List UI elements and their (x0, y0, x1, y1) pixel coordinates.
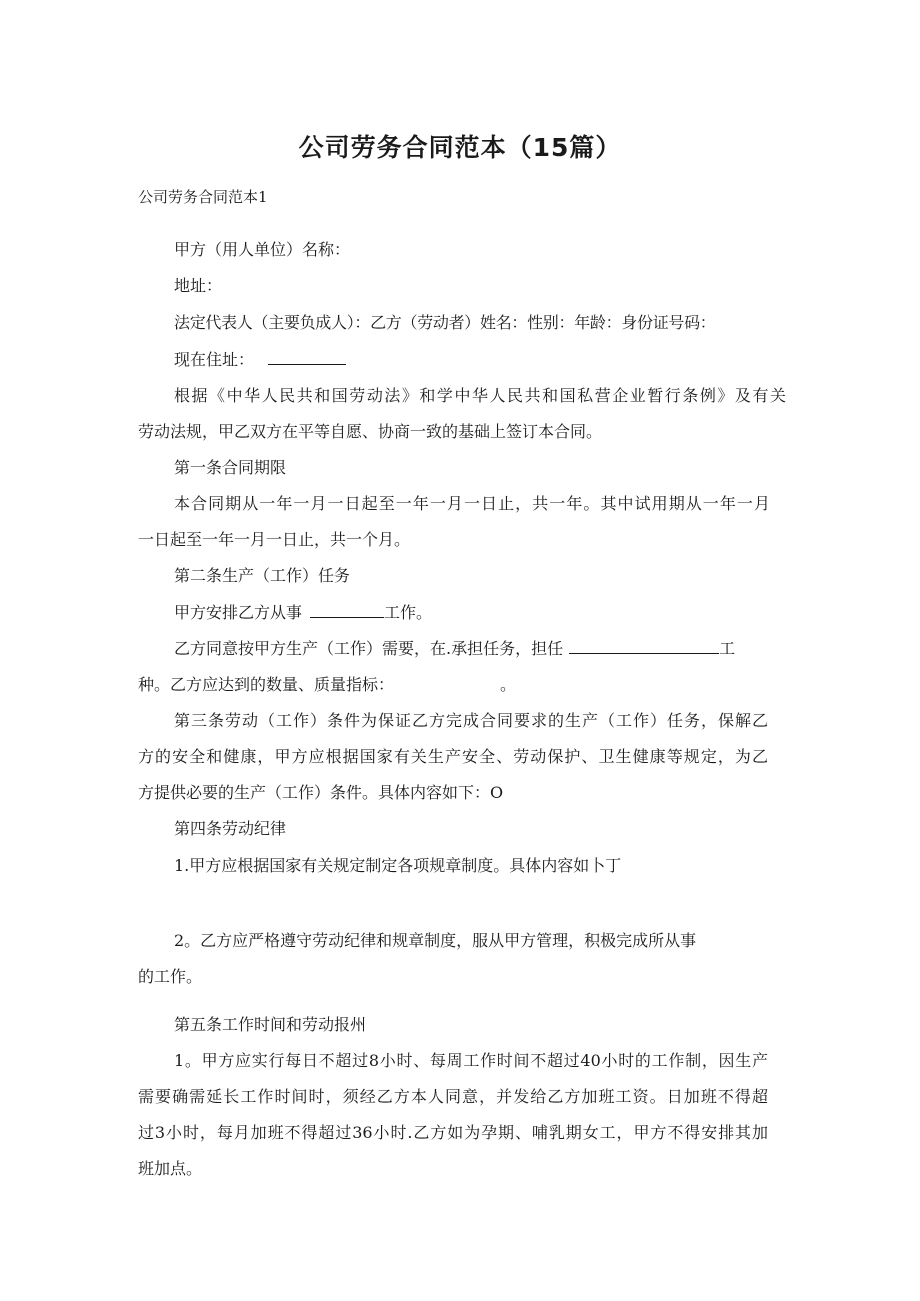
article-3-line-2: 方的安全和健康，甲方应根据国家有关生产安全、劳动保护、卫生健康等规定，为乙 (138, 747, 768, 766)
article-5-line-4: 班加点。 (138, 1159, 203, 1178)
article-4-line-3: 的工作。 (138, 967, 203, 986)
article-4-line-2: 2。乙方应严格遵守劳动纪律和规章制度，服从甲方管理，积极完成所从事 (174, 931, 697, 950)
article-1-line-2: 一日起至一年一月一日止，共一个月。 (138, 530, 411, 549)
article-2-line-1 (174, 602, 788, 623)
work-type-blank (569, 638, 719, 654)
legal-representative-line: 法定代表人（主要负成人）：乙方（劳动者）姓名：性别：年龄：身份证号码： (174, 313, 716, 332)
article-2-title: 第二条生产（工作）任务 (174, 566, 351, 585)
article-5-line-2: 需要确需延长工作时间时，须经乙方本人同意，并发给乙方加班工资。日加班不得超 (138, 1087, 768, 1106)
article-4-line-1: 1.甲方应根据国家有关规定制定各项规章制度。具体内容如卜丁 (174, 856, 622, 875)
current-address-label: 现在住址： (174, 350, 255, 369)
article-1-title: 第一条合同期限 (174, 458, 287, 477)
current-address-blank (268, 349, 346, 365)
basis-paragraph-line-2: 劳动法规，甲乙双方在平等自愿、协商一致的基础上签订本合同。 (138, 422, 603, 441)
article-2-line-2 (174, 638, 788, 659)
current-address-line (174, 349, 788, 370)
article-1-line-1: 本合同期从一年一月一日起至一年一月一日止，共一年。其中试用期从一年一月 (174, 494, 770, 513)
article-2-line-2-start: 乙方同意按甲方生产（工作）需要，在.承担任务，担任 (174, 639, 564, 658)
article-2-line-3-end: 。 (500, 675, 517, 694)
article-5-title: 第五条工作时间和劳动报州 (174, 1015, 367, 1034)
document-title: 公司劳务合同范本（15篇） (298, 133, 622, 162)
article-2-line-3-start: 种。乙方应达到的数量、质量指标： (138, 675, 395, 694)
article-2-line-2-end: 工 (719, 639, 736, 658)
article-2-line-1-start: 甲方安排乙方从事 (174, 603, 303, 622)
article-5-line-1: 1。甲方应实行每日不超过8小时、每周工作时间不超过40小时的工作制，因生产 (174, 1051, 768, 1070)
basis-paragraph-line-1: 根据《中华人民共和国劳动法》和学中华人民共和国私营企业暂行条例》及有关 (174, 386, 786, 405)
job-blank (310, 602, 384, 618)
article-2-line-3 (138, 675, 788, 695)
section-subtitle: 公司劳务合同范本1 (138, 188, 268, 206)
article-2-line-1-end: 工作。 (384, 603, 433, 622)
article-3-line-3: 方提供必要的生产（工作）条件。具体内容如下：O (138, 783, 504, 802)
article-5-line-3: 过3小时，每月加班不得超过36小时.乙方如为孕期、哺乳期女工，甲方不得安排其加 (138, 1123, 768, 1142)
party-a-name-line: 甲方（用人单位）名称： (174, 240, 351, 259)
article-4-title: 第四条劳动纪律 (174, 819, 287, 838)
address-line: 地址： (174, 276, 223, 295)
article-3-line-1: 第三条劳动（工作）条件为保证乙方完成合同要求的生产（工作）任务，保解乙 (174, 711, 768, 730)
